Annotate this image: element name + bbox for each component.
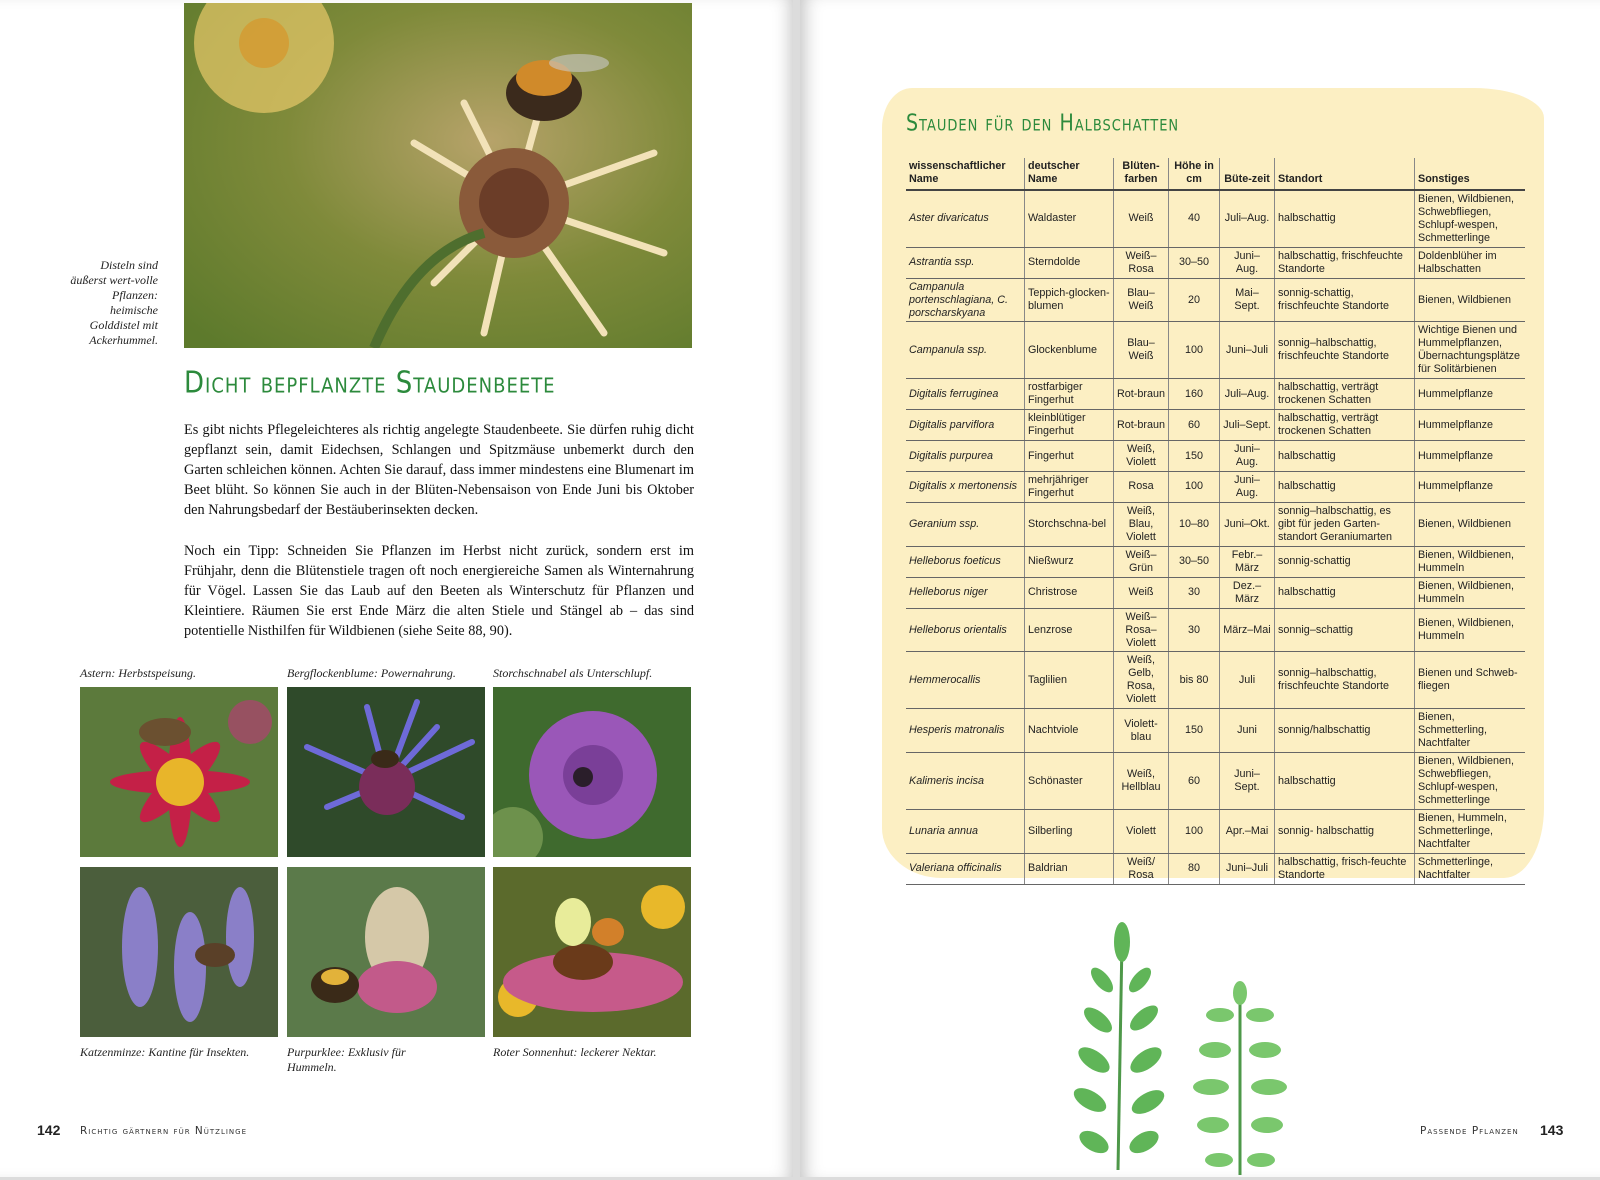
table-cell: 30–50 xyxy=(1169,546,1220,577)
table-row xyxy=(906,441,1525,472)
table-cell: Glockenblume xyxy=(1025,322,1114,379)
caption-astern: Astern: Herbstspeisung. xyxy=(80,666,196,680)
table-cell: 100 xyxy=(1169,809,1220,853)
table-cell: Christrose xyxy=(1025,577,1114,608)
table-cell: Violett xyxy=(1114,809,1169,853)
table-cell: Hummelpflanze xyxy=(1415,441,1526,472)
table-cell: Digitalis purpurea xyxy=(906,441,1025,472)
table-cell: halbschattig xyxy=(1275,753,1415,810)
table-cell: 60 xyxy=(1169,410,1220,441)
left-page xyxy=(0,0,793,1177)
col-header: Blüten-farben xyxy=(1114,158,1169,190)
table-cell: Juni xyxy=(1220,709,1275,753)
photo-sonnenhut xyxy=(493,867,691,1037)
table-cell: sonnig–schattig xyxy=(1275,608,1415,652)
caption-purpurklee: Purpurklee: Exklusiv für Hummeln. xyxy=(287,1045,406,1074)
table-cell: 30–50 xyxy=(1169,247,1220,278)
photo-astern xyxy=(80,687,278,857)
table-cell: 80 xyxy=(1169,853,1220,884)
table-cell: 30 xyxy=(1169,577,1220,608)
table-cell: Weiß, Violett xyxy=(1114,441,1169,472)
table-cell: sonnig- halbschattig xyxy=(1275,809,1415,853)
table-cell: Aster divaricatus xyxy=(906,190,1025,247)
table-cell: Nachtviole xyxy=(1025,709,1114,753)
photo-storchschnabel xyxy=(493,687,691,857)
table-cell: sonnig-schattig xyxy=(1275,546,1415,577)
table-cell: Weiß–Grün xyxy=(1114,546,1169,577)
table-cell: bis 80 xyxy=(1169,652,1220,709)
table-title: Stauden für den Halbschatten xyxy=(906,110,1180,137)
photo-katzenminze xyxy=(80,867,278,1037)
table-cell: 100 xyxy=(1169,472,1220,503)
table-header-row xyxy=(906,158,1525,190)
plant-illustration-2 xyxy=(1185,975,1295,1175)
table-cell: Mai–Sept. xyxy=(1220,278,1275,322)
table-cell: Storchschna-bel xyxy=(1025,502,1114,546)
table-cell: Hummelpflanze xyxy=(1415,472,1526,503)
table-cell: Weiß xyxy=(1114,577,1169,608)
table-cell: Weiß–Rosa xyxy=(1114,247,1169,278)
table-cell: rostfarbiger Fingerhut xyxy=(1025,379,1114,410)
table-cell: Hummelpflanze xyxy=(1415,379,1526,410)
table-cell: Rot-braun xyxy=(1114,410,1169,441)
caption-sonnenhut: Roter Sonnenhut: leckerer Nektar. xyxy=(493,1045,657,1059)
table-cell: 160 xyxy=(1169,379,1220,410)
table-cell: Weiß–Rosa–Violett xyxy=(1114,608,1169,652)
table-cell: Juni–Juli xyxy=(1220,322,1275,379)
page-number-right: 143 xyxy=(1540,1122,1564,1138)
table-cell: Dez.–März xyxy=(1220,577,1275,608)
table-cell: halbschattig, frischfeuchte Standorte xyxy=(1275,247,1415,278)
caption-storchschnabel: Storchschnabel als Unterschlupf. xyxy=(493,666,653,680)
table-cell: Juni–Sept. xyxy=(1220,753,1275,810)
photo-purpurklee xyxy=(287,867,485,1037)
table-cell: sonnig–halbschattig, frischfeuchte Standorte xyxy=(1275,652,1415,709)
table-cell: Baldrian xyxy=(1025,853,1114,884)
caption-katzenminze: Katzenminze: Kantine für Insekten. xyxy=(80,1045,250,1059)
table-cell: Schönaster xyxy=(1025,753,1114,810)
table-cell: Weiß, Blau, Violett xyxy=(1114,502,1169,546)
hero-caption: Disteln sind äußerst wert-volle Pflanzen: heimische Golddistel mit Ackerhummel. xyxy=(70,258,158,347)
table-cell: Kalimeris incisa xyxy=(906,753,1025,810)
table-cell: Weiß, Gelb, Rosa, Violett xyxy=(1114,652,1169,709)
table-cell: halbschattig xyxy=(1275,577,1415,608)
table-cell: Wichtige Bienen und Hummelpflanzen, Übernachtungsplätze für Solitärbienen xyxy=(1415,322,1526,379)
table-cell: Juli–Aug. xyxy=(1220,190,1275,247)
table-cell: Weiß, Hellblau xyxy=(1114,753,1169,810)
table-cell: Juni–Okt. xyxy=(1220,502,1275,546)
table-cell: Rosa xyxy=(1114,472,1169,503)
table-cell: Hesperis matronalis xyxy=(906,709,1025,753)
table-cell: Helleborus orientalis xyxy=(906,608,1025,652)
table-cell: halbschattig, frisch-feuchte Standorte xyxy=(1275,853,1415,884)
section-headline: Dicht bepflanzte Staudenbeete xyxy=(184,366,556,401)
table-row xyxy=(906,502,1525,546)
table-cell: 60 xyxy=(1169,753,1220,810)
table-cell: Fingerhut xyxy=(1025,441,1114,472)
hero-photo-golddistel xyxy=(184,3,692,348)
caption-bergflockenblume: Bergflockenblume: Powernahrung. xyxy=(287,666,456,680)
table-row xyxy=(906,709,1525,753)
table-cell: Bienen, Wildbienen, Schwebfliegen, Schlupf-wespen, Schmetterlinge xyxy=(1415,753,1526,810)
table-cell: Bienen, Wildbienen xyxy=(1415,278,1526,322)
col-header: Standort xyxy=(1275,158,1415,190)
table-cell: kleinblütiger Fingerhut xyxy=(1025,410,1114,441)
col-header: Höhe in cm xyxy=(1169,158,1220,190)
table-cell: Doldenblüher im Halbschatten xyxy=(1415,247,1526,278)
table-cell: Bienen, Schmetterling, Nachtfalter xyxy=(1415,709,1526,753)
table-cell: sonnig/halbschattig xyxy=(1275,709,1415,753)
plants-table xyxy=(906,158,1525,885)
table-row xyxy=(906,410,1525,441)
table-row xyxy=(906,577,1525,608)
table-cell: Nießwurz xyxy=(1025,546,1114,577)
table-cell: 20 xyxy=(1169,278,1220,322)
table-cell: halbschattig xyxy=(1275,472,1415,503)
table-row xyxy=(906,853,1525,884)
table-cell: 40 xyxy=(1169,190,1220,247)
table-cell: Campanula portenschlagiana, C. porscharskyana xyxy=(906,278,1025,322)
table-cell: Blau–Weiß xyxy=(1114,278,1169,322)
table-cell: Digitalis ferruginea xyxy=(906,379,1025,410)
table-row xyxy=(906,652,1525,709)
table-cell: sonnig–halbschattig, es gibt für jeden Garten-standort Geraniumarten xyxy=(1275,502,1415,546)
table-cell: Valeriana officinalis xyxy=(906,853,1025,884)
table-cell: Rot-braun xyxy=(1114,379,1169,410)
table-cell: Bienen, Wildbienen, Schwebfliegen, Schlupf-wespen, Schmetterlinge xyxy=(1415,190,1526,247)
table-row xyxy=(906,753,1525,810)
table-cell: Sterndolde xyxy=(1025,247,1114,278)
table-cell: Bienen, Wildbienen, Hummeln xyxy=(1415,608,1526,652)
table-cell: Apr.–Mai xyxy=(1220,809,1275,853)
table-cell: 10–80 xyxy=(1169,502,1220,546)
table-cell: Bienen und Schweb-fliegen xyxy=(1415,652,1526,709)
table-cell: Astrantia ssp. xyxy=(906,247,1025,278)
table-cell: Blau–Weiß xyxy=(1114,322,1169,379)
running-head-left: Richtig gärtnern für Nützlinge xyxy=(80,1125,248,1137)
table-cell: halbschattig, verträgt trockenen Schatten xyxy=(1275,379,1415,410)
table-cell: Schmetterlinge, Nachtfalter xyxy=(1415,853,1526,884)
table-cell: Bienen, Wildbienen, Hummeln xyxy=(1415,577,1526,608)
table-cell: Waldaster xyxy=(1025,190,1114,247)
table-cell: Juli xyxy=(1220,652,1275,709)
table-cell: Juni–Juli xyxy=(1220,853,1275,884)
table-cell: halbschattig xyxy=(1275,441,1415,472)
table-cell: Digitalis x mertonensis xyxy=(906,472,1025,503)
table-row xyxy=(906,809,1525,853)
table-cell: sonnig-schattig, frischfeuchte Standorte xyxy=(1275,278,1415,322)
table-cell: Taglilien xyxy=(1025,652,1114,709)
table-cell: März–Mai xyxy=(1220,608,1275,652)
table-cell: Teppich-glocken-blumen xyxy=(1025,278,1114,322)
table-cell: Juli–Aug. xyxy=(1220,379,1275,410)
table-cell: Silberling xyxy=(1025,809,1114,853)
table-cell: Juli–Sept. xyxy=(1220,410,1275,441)
page-number-left: 142 xyxy=(37,1122,61,1138)
table-cell: Geranium ssp. xyxy=(906,502,1025,546)
table-cell: Juni–Aug. xyxy=(1220,472,1275,503)
table-cell: sonnig–halbschattig, frischfeuchte Standorte xyxy=(1275,322,1415,379)
table-row xyxy=(906,278,1525,322)
table-cell: Lunaria annua xyxy=(906,809,1025,853)
table-cell: Lenzrose xyxy=(1025,608,1114,652)
running-head-right: Passende Pflanzen xyxy=(1420,1125,1519,1137)
table-cell: Bienen, Hummeln, Schmetterlinge, Nachtfalter xyxy=(1415,809,1526,853)
table-cell: Digitalis parviflora xyxy=(906,410,1025,441)
table-row xyxy=(906,608,1525,652)
table-cell: Helleborus niger xyxy=(906,577,1025,608)
table-cell: 150 xyxy=(1169,441,1220,472)
table-cell: Hummelpflanze xyxy=(1415,410,1526,441)
table-cell: Hemmerocallis xyxy=(906,652,1025,709)
photo-bergflockenblume xyxy=(287,687,485,857)
table-cell: 100 xyxy=(1169,322,1220,379)
table-cell: Juni–Aug. xyxy=(1220,247,1275,278)
table-cell: Bienen, Wildbienen xyxy=(1415,502,1526,546)
table-row xyxy=(906,322,1525,379)
table-cell: Weiß xyxy=(1114,190,1169,247)
table-cell: Campanula ssp. xyxy=(906,322,1025,379)
table-cell: Juni–Aug. xyxy=(1220,441,1275,472)
table-cell: halbschattig xyxy=(1275,190,1415,247)
table-cell: Febr.–März xyxy=(1220,546,1275,577)
col-header: wissenschaftlicher Name xyxy=(906,158,1025,190)
table-row xyxy=(906,247,1525,278)
table-row xyxy=(906,472,1525,503)
paragraph-1: Es gibt nichts Pflegeleichteres als richtig angelegte Staudenbeete. Sie dürfen ruhig dicht gepflanzt sein, damit Eidechsen, Schlangen und Spitzmäuse unbemerkt durch den Garten schleichen können. Achten Sie darauf, dass immer mindestens eine Blumenart im Beet blüht. So können Sie auch in der Blüten-Nebensaison von Ende Juni bis Oktober den Nahrungsbedarf der Bestäuberinsekten decken. xyxy=(184,422,694,518)
col-header: Büte-zeit xyxy=(1220,158,1275,190)
table-cell: Bienen, Wildbienen, Hummeln xyxy=(1415,546,1526,577)
table-row xyxy=(906,546,1525,577)
table-row xyxy=(906,379,1525,410)
table-row xyxy=(906,190,1525,247)
table-cell: Violett-blau xyxy=(1114,709,1169,753)
table-cell: 30 xyxy=(1169,608,1220,652)
table-cell: halbschattig, verträgt trockenen Schatten xyxy=(1275,410,1415,441)
table-cell: 150 xyxy=(1169,709,1220,753)
col-header: deutscher Name xyxy=(1025,158,1114,190)
paragraph-2: Noch ein Tipp: Schneiden Sie Pflanzen im Herbst nicht zurück, sondern erst im Frühjahr, denn die Blütenstiele tragen oft noch energiereiche Samen als Winternahrung für Vögel. Lassen Sie das Laub auf den Beeten als Winterschutz für Pflanzen und Kleintiere. Räumen Sie erst Ende März die alten Stiele und Stängel ab – das sind potentielle Nisthilfen für Wildbienen (siehe Seite 88, 90). xyxy=(184,543,694,639)
table-cell: Weiß/ Rosa xyxy=(1114,853,1169,884)
table-cell: mehrjähriger Fingerhut xyxy=(1025,472,1114,503)
col-header: Sonstiges xyxy=(1415,158,1526,190)
table-cell: Helleborus foeticus xyxy=(906,546,1025,577)
